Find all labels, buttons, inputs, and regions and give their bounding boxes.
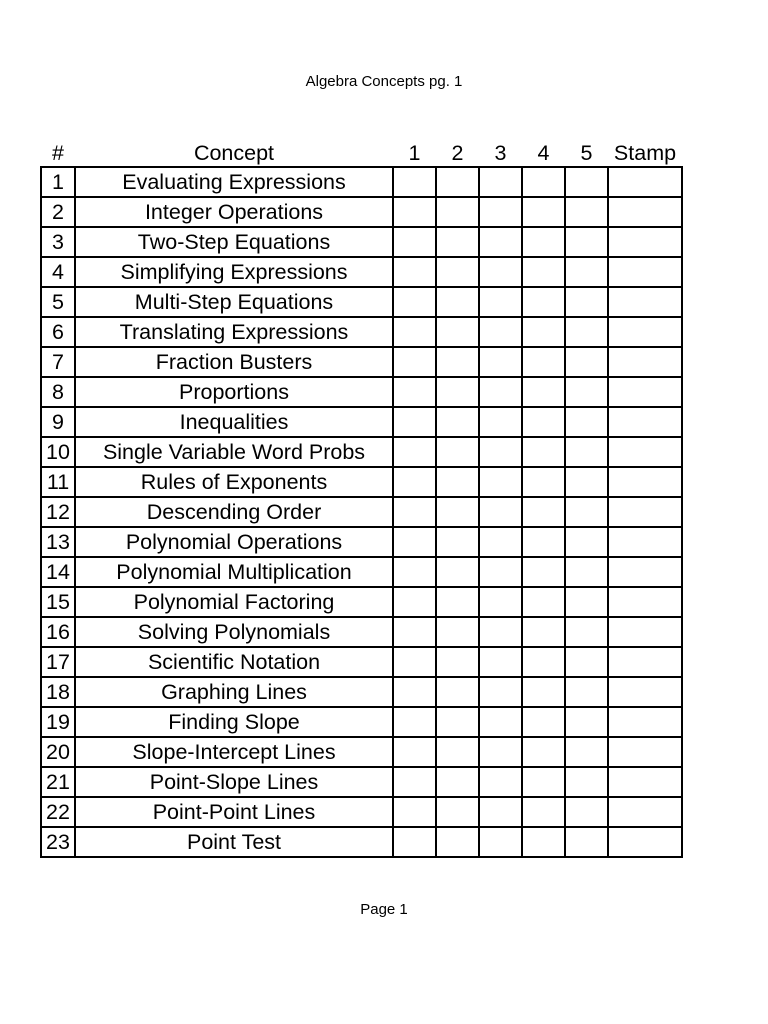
concept-number: 6 [41, 317, 75, 347]
attempt-2-cell [436, 437, 479, 467]
concept-name: Evaluating Expressions [75, 167, 393, 197]
table-row [41, 437, 682, 467]
attempt-4-cell [522, 467, 565, 497]
attempt-1-cell [393, 377, 436, 407]
table-row [41, 227, 682, 257]
attempt-2-cell [436, 227, 479, 257]
attempt-3-cell [479, 407, 522, 437]
stamp-cell [608, 677, 682, 707]
page-header: Algebra Concepts pg. 1 [305, 73, 463, 90]
attempt-2-cell [436, 557, 479, 587]
attempt-3-cell [479, 797, 522, 827]
concept-name: Proportions [75, 377, 393, 407]
concept-name: Polynomial Operations [75, 527, 393, 557]
concept-name: Multi-Step Equations [75, 287, 393, 317]
concept-number: 21 [41, 767, 75, 797]
attempt-5-cell [565, 827, 608, 857]
header-attempt-5: 5 [580, 141, 593, 165]
concept-name: Inequalities [75, 407, 393, 437]
stamp-cell [608, 797, 682, 827]
attempt-5-cell [565, 467, 608, 497]
attempt-3-cell [479, 497, 522, 527]
stamp-cell [608, 767, 682, 797]
attempt-3-cell [479, 167, 522, 197]
attempt-2-cell [436, 767, 479, 797]
attempt-2-cell [436, 287, 479, 317]
concept-name: Slope-Intercept Lines [75, 737, 393, 767]
stamp-cell [608, 197, 682, 227]
header-number: # [52, 141, 64, 165]
attempt-5-cell [565, 527, 608, 557]
concept-number: 14 [41, 557, 75, 587]
concept-name: Descending Order [75, 497, 393, 527]
attempt-3-cell [479, 317, 522, 347]
concept-name: Point-Point Lines [75, 797, 393, 827]
header-attempt-3: 3 [494, 141, 507, 165]
concept-name: Fraction Busters [75, 347, 393, 377]
attempt-4-cell [522, 587, 565, 617]
concept-number: 16 [41, 617, 75, 647]
attempt-3-cell [479, 287, 522, 317]
attempt-5-cell [565, 347, 608, 377]
attempt-4-cell [522, 407, 565, 437]
attempt-2-cell [436, 317, 479, 347]
table-row [41, 497, 682, 527]
attempt-5-cell [565, 587, 608, 617]
attempt-4-cell [522, 677, 565, 707]
attempt-5-cell [565, 437, 608, 467]
attempt-4-cell [522, 347, 565, 377]
attempt-1-cell [393, 707, 436, 737]
attempt-2-cell [436, 677, 479, 707]
attempt-1-cell [393, 617, 436, 647]
attempt-4-cell [522, 317, 565, 347]
table-row [41, 257, 682, 287]
attempt-4-cell [522, 167, 565, 197]
attempt-5-cell [565, 707, 608, 737]
attempt-2-cell [436, 407, 479, 437]
page-footer: Page 1 [360, 901, 408, 918]
attempt-5-cell [565, 227, 608, 257]
attempt-2-cell [436, 467, 479, 497]
table-row [41, 197, 682, 227]
concept-number: 5 [41, 287, 75, 317]
concept-number: 23 [41, 827, 75, 857]
stamp-cell [608, 407, 682, 437]
attempt-5-cell [565, 767, 608, 797]
concept-rows [41, 167, 682, 857]
attempt-1-cell [393, 347, 436, 377]
concept-name: Translating Expressions [75, 317, 393, 347]
attempt-3-cell [479, 647, 522, 677]
attempt-1-cell [393, 587, 436, 617]
attempt-1-cell [393, 227, 436, 257]
concept-number: 17 [41, 647, 75, 677]
concept-number: 4 [41, 257, 75, 287]
table-row [41, 647, 682, 677]
concept-number: 10 [41, 437, 75, 467]
concept-name: Rules of Exponents [75, 467, 393, 497]
attempt-3-cell [479, 677, 522, 707]
attempt-1-cell [393, 287, 436, 317]
attempt-3-cell [479, 377, 522, 407]
stamp-cell [608, 377, 682, 407]
attempt-5-cell [565, 287, 608, 317]
stamp-cell [608, 707, 682, 737]
attempt-5-cell [565, 737, 608, 767]
table-row [41, 587, 682, 617]
concept-name: Integer Operations [75, 197, 393, 227]
attempt-4-cell [522, 767, 565, 797]
table-row [41, 167, 682, 197]
header-attempt-1: 1 [408, 141, 421, 165]
attempt-3-cell [479, 557, 522, 587]
concept-name: Simplifying Expressions [75, 257, 393, 287]
stamp-cell [608, 617, 682, 647]
concept-number: 15 [41, 587, 75, 617]
attempt-3-cell [479, 197, 522, 227]
attempt-5-cell [565, 377, 608, 407]
stamp-cell [608, 167, 682, 197]
concept-number: 2 [41, 197, 75, 227]
stamp-cell [608, 257, 682, 287]
table-row [41, 287, 682, 317]
concepts-table [40, 137, 683, 858]
attempt-4-cell [522, 257, 565, 287]
attempt-3-cell [479, 257, 522, 287]
table-row [41, 677, 682, 707]
stamp-cell [608, 497, 682, 527]
table-row [41, 467, 682, 497]
attempt-4-cell [522, 827, 565, 857]
header-concept: Concept [193, 141, 275, 165]
attempt-3-cell [479, 467, 522, 497]
table-row [41, 617, 682, 647]
table-row [41, 737, 682, 767]
stamp-cell [608, 527, 682, 557]
attempt-5-cell [565, 497, 608, 527]
stamp-cell [608, 347, 682, 377]
attempt-4-cell [522, 497, 565, 527]
attempt-1-cell [393, 797, 436, 827]
attempt-4-cell [522, 707, 565, 737]
stamp-cell [608, 827, 682, 857]
attempt-1-cell [393, 497, 436, 527]
attempt-3-cell [479, 767, 522, 797]
attempt-2-cell [436, 707, 479, 737]
table-row [41, 767, 682, 797]
concept-name: Point Test [75, 827, 393, 857]
attempt-2-cell [436, 587, 479, 617]
attempt-4-cell [522, 527, 565, 557]
attempt-2-cell [436, 347, 479, 377]
attempt-4-cell [522, 287, 565, 317]
attempt-1-cell [393, 767, 436, 797]
attempt-5-cell [565, 407, 608, 437]
attempt-1-cell [393, 527, 436, 557]
attempt-2-cell [436, 377, 479, 407]
concept-number: 18 [41, 677, 75, 707]
table-row [41, 407, 682, 437]
concept-number: 12 [41, 497, 75, 527]
table-row [41, 557, 682, 587]
attempt-3-cell [479, 227, 522, 257]
attempt-2-cell [436, 827, 479, 857]
header-stamp: Stamp [613, 141, 677, 165]
attempt-5-cell [565, 257, 608, 287]
attempt-2-cell [436, 167, 479, 197]
attempt-3-cell [479, 347, 522, 377]
table-row [41, 797, 682, 827]
concept-number: 22 [41, 797, 75, 827]
attempt-5-cell [565, 797, 608, 827]
attempt-4-cell [522, 437, 565, 467]
concept-name: Solving Polynomials [75, 617, 393, 647]
attempt-2-cell [436, 257, 479, 287]
attempt-3-cell [479, 437, 522, 467]
stamp-cell [608, 467, 682, 497]
table-row [41, 527, 682, 557]
attempt-5-cell [565, 167, 608, 197]
attempt-1-cell [393, 557, 436, 587]
attempt-1-cell [393, 407, 436, 437]
attempt-5-cell [565, 617, 608, 647]
concept-number: 11 [41, 467, 75, 497]
attempt-2-cell [436, 797, 479, 827]
attempt-2-cell [436, 527, 479, 557]
stamp-cell [608, 647, 682, 677]
stamp-cell [608, 227, 682, 257]
stamp-cell [608, 437, 682, 467]
stamp-cell [608, 557, 682, 587]
table-row [41, 317, 682, 347]
attempt-2-cell [436, 617, 479, 647]
attempt-1-cell [393, 257, 436, 287]
stamp-cell [608, 587, 682, 617]
attempt-4-cell [522, 227, 565, 257]
attempt-2-cell [436, 737, 479, 767]
attempt-2-cell [436, 647, 479, 677]
concept-name: Polynomial Multiplication [75, 557, 393, 587]
concept-name: Graphing Lines [75, 677, 393, 707]
attempt-3-cell [479, 617, 522, 647]
attempt-1-cell [393, 737, 436, 767]
attempt-1-cell [393, 647, 436, 677]
table-header-row [41, 137, 682, 167]
table-row [41, 827, 682, 857]
attempt-4-cell [522, 737, 565, 767]
concept-number: 7 [41, 347, 75, 377]
concept-name: Polynomial Factoring [75, 587, 393, 617]
attempt-4-cell [522, 377, 565, 407]
concept-number: 19 [41, 707, 75, 737]
concept-name: Point-Slope Lines [75, 767, 393, 797]
concept-name: Single Variable Word Probs [75, 437, 393, 467]
stamp-cell [608, 317, 682, 347]
attempt-2-cell [436, 497, 479, 527]
table-row [41, 707, 682, 737]
attempt-5-cell [565, 557, 608, 587]
concept-number: 8 [41, 377, 75, 407]
attempt-5-cell [565, 647, 608, 677]
attempt-3-cell [479, 737, 522, 767]
concept-number: 13 [41, 527, 75, 557]
attempt-1-cell [393, 827, 436, 857]
attempt-1-cell [393, 437, 436, 467]
table-row [41, 347, 682, 377]
attempt-4-cell [522, 197, 565, 227]
attempt-5-cell [565, 317, 608, 347]
attempt-3-cell [479, 527, 522, 557]
attempt-1-cell [393, 317, 436, 347]
concept-name: Scientific Notation [75, 647, 393, 677]
attempt-1-cell [393, 677, 436, 707]
concept-name: Finding Slope [75, 707, 393, 737]
attempt-1-cell [393, 197, 436, 227]
concept-number: 9 [41, 407, 75, 437]
attempt-4-cell [522, 557, 565, 587]
concept-number: 20 [41, 737, 75, 767]
concept-number: 1 [41, 167, 75, 197]
attempt-5-cell [565, 677, 608, 707]
table-row [41, 377, 682, 407]
attempt-4-cell [522, 647, 565, 677]
concept-number: 3 [41, 227, 75, 257]
attempt-1-cell [393, 467, 436, 497]
concept-name: Two-Step Equations [75, 227, 393, 257]
attempt-3-cell [479, 827, 522, 857]
attempt-3-cell [479, 707, 522, 737]
attempt-5-cell [565, 197, 608, 227]
attempt-4-cell [522, 797, 565, 827]
attempt-2-cell [436, 197, 479, 227]
header-attempt-4: 4 [537, 141, 550, 165]
stamp-cell [608, 287, 682, 317]
header-attempt-2: 2 [451, 141, 464, 165]
stamp-cell [608, 737, 682, 767]
attempt-4-cell [522, 617, 565, 647]
attempt-1-cell [393, 167, 436, 197]
attempt-3-cell [479, 587, 522, 617]
